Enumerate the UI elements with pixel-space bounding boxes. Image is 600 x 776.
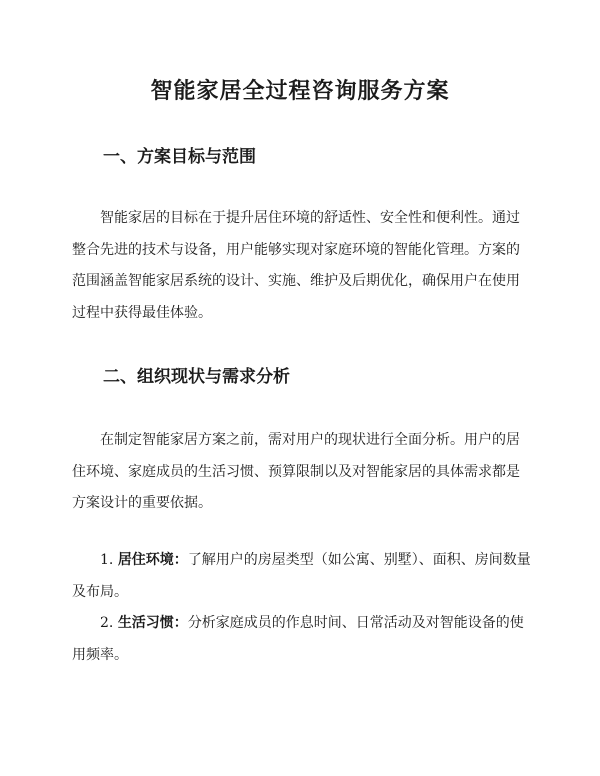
list-item-living-habits: [72, 608, 532, 671]
list-item-text: 分析家庭成员的作息时间、日常活动及对智能设备的使用频率。: [72, 615, 524, 663]
list-item-living-environment: [72, 545, 532, 608]
list-item-term: 居住环境：: [117, 552, 188, 568]
list-item-number: 2.: [100, 615, 114, 631]
needs-list: [72, 545, 532, 671]
section-paragraph-goals-scope: 智能家居的目标在于提升居住环境的舒适性、安全性和便利性。通过整合先进的技术与设备，用户能够实现对家庭环境的智能化管理。方案的范围涵盖智能家居系统的设计、实施、维护及后期优化，确保用户在使用过程中获得最佳体验。: [72, 210, 520, 321]
list-item-number: 1.: [100, 552, 114, 568]
section-heading-needs-analysis: 二、组织现状与需求分析: [103, 367, 290, 387]
section-paragraph-needs-analysis: 在制定智能家居方案之前，需对用户的现状进行全面分析。用户的居住环境、家庭成员的生活习惯、预算限制以及对智能家居的具体需求都是方案设计的重要依据。: [72, 432, 520, 511]
list-item-term: 生活习惯：: [117, 615, 188, 631]
list-item-text: 了解用户的房屋类型（如公寓、别墅）、面积、房间数量及布局。: [72, 552, 531, 600]
section-heading-goals-scope: 一、方案目标与范围: [103, 147, 256, 167]
document-title: 智能家居全过程咨询服务方案: [150, 79, 450, 104]
